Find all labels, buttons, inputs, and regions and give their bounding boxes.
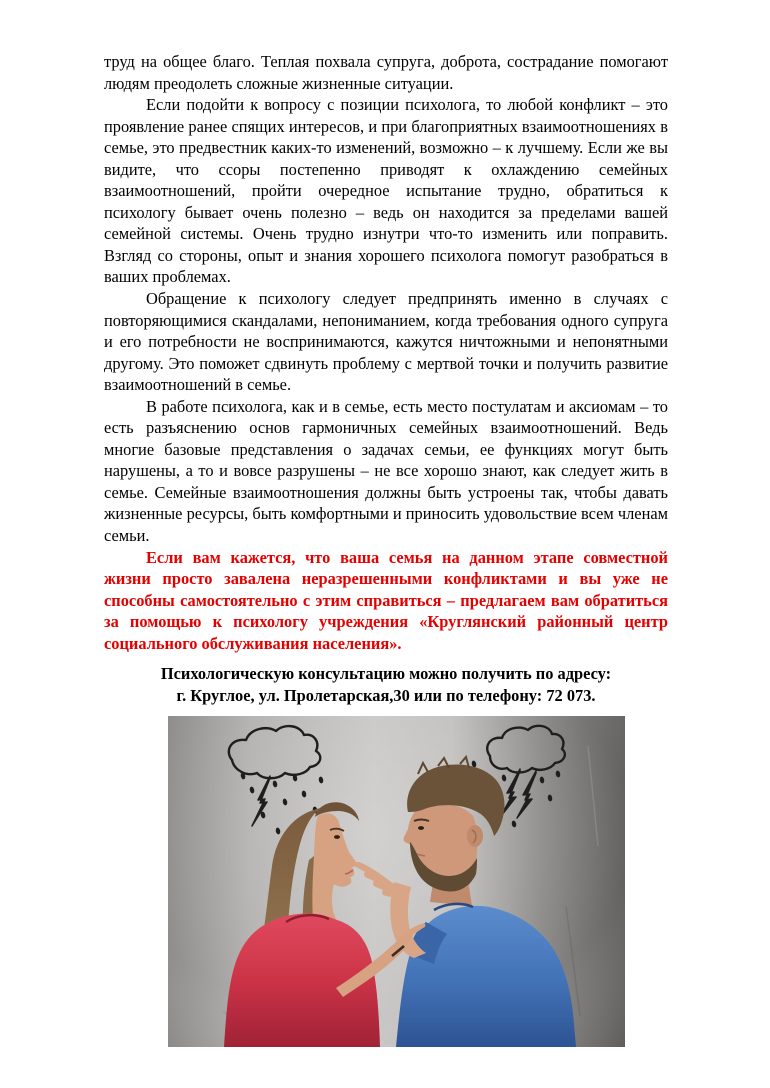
document-content xyxy=(104,51,668,1047)
paragraph-5: Если вам кажется, что ваша семья на данном этапе совместной жизни просто завалена неразрешенными конфликтами и вы уже не способны самостоятельно с этим справиться – предлагаем вам обратиться за помощью к психологу учреждения «Круглянский районный центр социального обслуживания населения». xyxy=(104,547,668,653)
man-eye xyxy=(418,827,424,831)
couple-arguing-illustration xyxy=(168,716,625,1047)
paragraph-4: В работе психолога, как и в семье, есть место постулатам и аксиомам – то есть разъяснению основ гармоничных семейных взаимоотношений. Ведь многие базовые представления о задачах семьи, ее функциях могут быть нарушены, а то и вовсе разрушены – не все хорошо знают, как следует жить в семье. Семейные взаимоотношения должны быть устроены так, чтобы давать жизненные ресурсы, быть комфортными и приносить удовольствие всем членам семьи. xyxy=(104,396,668,546)
paragraph-3: Обращение к психологу следует предпринять именно в случаях с повторяющимися скандалами, непониманием, когда требования одного супруга и его потребности не воспринимаются, кажутся ничтожными и непонятными другому. Это поможет сдвинуть проблему с мертвой точки и получить развитие взаимоотношений в семье. xyxy=(104,289,668,395)
paragraphs xyxy=(104,51,668,654)
paragraph-1: труд на общее благо. Теплая похвала супруга, доброта, сострадание помогают людям преодолеть сложные жизненные ситуации. xyxy=(104,52,668,93)
paragraph-2: Если подойти к вопросу с позиции психолога, то любой конфликт – это проявление ранее спящих интересов, и при благоприятных взаимоотношениях в семье, это предвестник каких-то изменений, возможно – к лучшему. Если же вы видите, что ссоры постепенно приводят к охлаждению семейных взаимоотношений, пройти очередное испытание трудно, обратиться к психологу бывает очень полезно – ведь он находится за пределами вашей семейной системы. Очень трудно изнутри что-то изменить или поправить. Взгляд со стороны, опыт и знания хорошего психолога помогут разобраться в ваших проблемах. xyxy=(104,95,668,287)
contact-info xyxy=(104,663,668,706)
contact-line-phone: г. Круглое, ул. Пролетарская,30 или по телефону: 72 073. xyxy=(176,685,596,705)
photo-couple-arguing xyxy=(168,716,625,1047)
woman-eye xyxy=(334,836,340,840)
contact-line-address: Психологическую консультацию можно получить по адресу: xyxy=(160,664,612,684)
man-ear xyxy=(467,825,483,847)
